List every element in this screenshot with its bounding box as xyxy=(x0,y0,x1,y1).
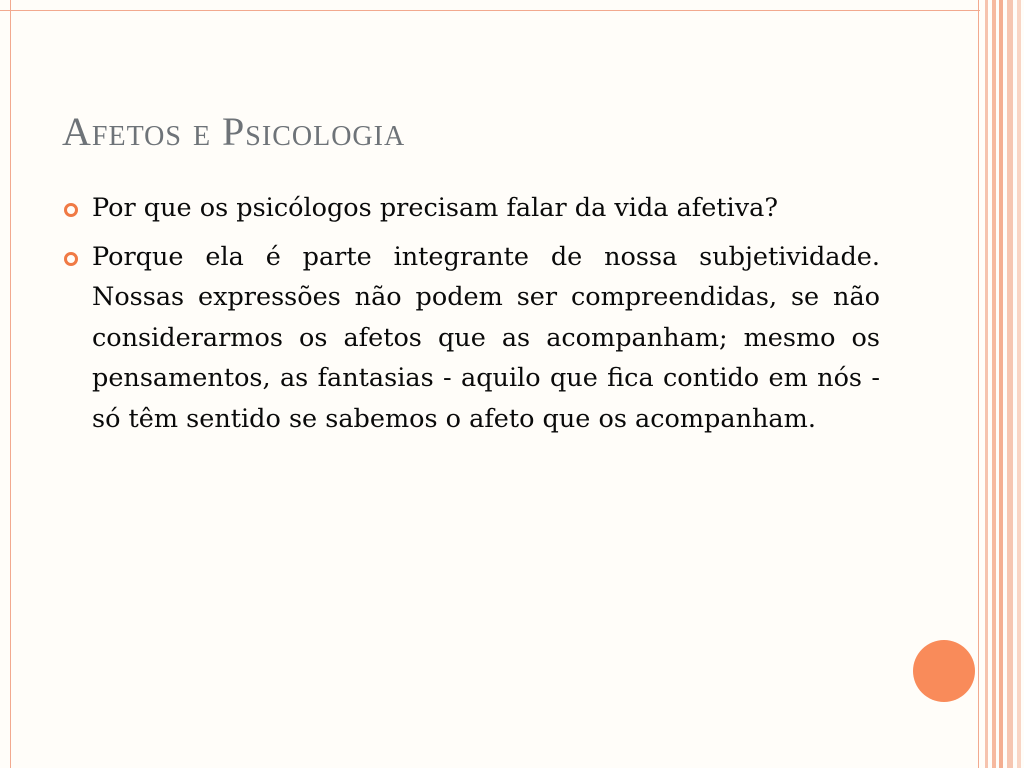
decorative-stripe xyxy=(992,0,996,768)
bullet-circle-icon xyxy=(64,252,78,266)
bullet-text: Porque ela é parte integrante de nossa subjetividade. Nossas expressões não podem ser compreendidas, se não considerarmos os afetos que as acompanham; mesmo os pensamentos, as fantasias - aquilo que fica contido em nós - só têm sentido se sabemos o afeto que os acompanham. xyxy=(92,241,880,434)
frame-line-top xyxy=(0,10,980,11)
frame-line-right xyxy=(978,0,979,768)
decorative-stripe xyxy=(1007,0,1013,768)
frame-line-left xyxy=(10,0,11,768)
bullet-item xyxy=(62,237,880,440)
decorative-stripe xyxy=(985,0,988,768)
bullet-list xyxy=(62,188,880,447)
slide-title: Afetos e Psicologia xyxy=(62,109,406,154)
decorative-circle xyxy=(913,640,975,702)
decorative-stripe xyxy=(1017,0,1021,768)
decorative-stripe xyxy=(999,0,1003,768)
bullet-circle-icon xyxy=(64,203,78,217)
bullet-text: Por que os psicólogos precisam falar da vida afetiva? xyxy=(92,193,778,223)
bullet-item xyxy=(62,188,880,229)
